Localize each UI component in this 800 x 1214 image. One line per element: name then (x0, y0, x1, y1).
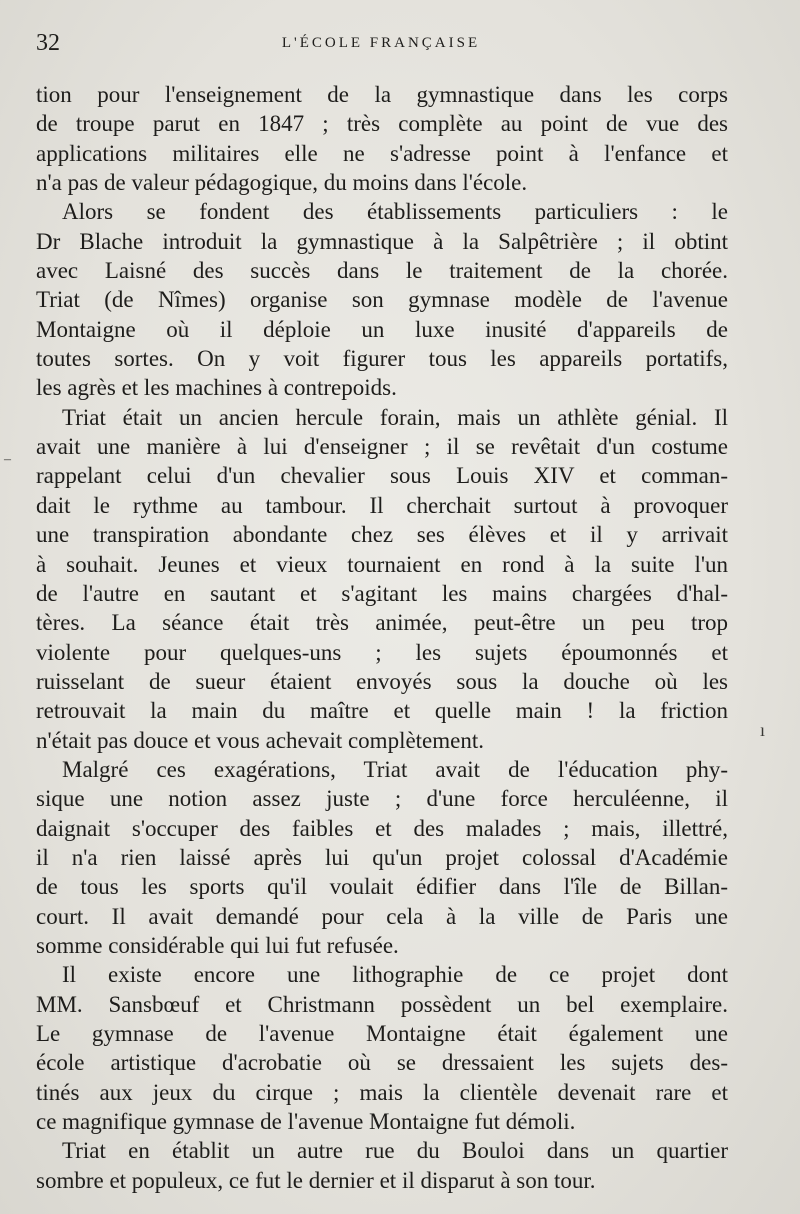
text-line: dait le rythme au tambour. Il cherchait surtout à provoquer (36, 492, 728, 518)
text-line: daignait s'occuper des faibles et des malades ; mais, illettré, (36, 815, 728, 841)
page-header (36, 30, 726, 56)
text-line: avait une manière à lui d'enseigner ; il se revêtait d'un costume (36, 434, 728, 460)
margin-mark-left: – (4, 452, 11, 467)
text-line: Montaigne où il déploie un luxe inusité d'appareils de (36, 316, 728, 342)
paragraph (36, 80, 728, 197)
text-line: ruisselant de sueur étaient envoyés sous la douche où les (36, 668, 728, 694)
text-line: tères. La séance était très animée, peut-être un peu trop (36, 610, 728, 636)
text-line: n'était pas douce et vous achevait complètement. (36, 727, 485, 753)
paragraph (36, 755, 728, 960)
text-line: de l'autre en sautant et s'agitant les mains chargées d'hal- (36, 580, 728, 606)
text-line: avec Laisné des succès dans le traitement de la chorée. (36, 258, 728, 284)
text-line: toutes sortes. On y voit figurer tous les appareils portatifs, (36, 346, 728, 372)
text-line: école artistique d'acrobatie où se dressaient les sujets des- (36, 1050, 728, 1076)
running-head: L'ÉCOLE FRANÇAISE (281, 35, 481, 51)
margin-mark-right: ı (760, 720, 766, 740)
text-line: somme considérable qui lui fut refusée. (36, 932, 399, 958)
text-line: applications militaires elle ne s'adresse point à l'enfance et (36, 140, 728, 166)
page-number: 32 (36, 30, 60, 56)
text-line: tion pour l'enseignement de la gymnastique dans les corps (36, 82, 728, 107)
text-line: de tous les sports qu'il voulait édifier dans l'île de Billan- (36, 874, 728, 900)
text-line: ce magnifique gymnase de l'avenue Montaigne fut démoli. (36, 1109, 576, 1135)
text-line: de troupe parut en 1847 ; très complète au point de vue des (36, 111, 728, 137)
paragraph (36, 197, 728, 402)
text-line: Dr Blache introduit la gymnastique à la Salpêtrière ; il obtint (36, 228, 728, 254)
paragraph (36, 403, 728, 755)
text-line: Triat en établit un autre rue du Bouloi dans un quartier (62, 1138, 728, 1164)
text-line: Malgré ces exagérations, Triat avait de l'éducation phy- (62, 756, 728, 782)
text-line: sique une notion assez juste ; d'une force herculéenne, il (36, 786, 728, 812)
text-line: Triat (de Nîmes) organise son gymnase modèle de l'avenue (36, 287, 728, 313)
text-line: une transpiration abondante chez ses élèves et il y arrivait (36, 522, 728, 548)
text-line: retrouvait la main du maître et quelle main ! la friction (36, 698, 728, 724)
text-line: court. Il avait demandé pour cela à la ville de Paris une (36, 903, 728, 929)
text-line: à souhait. Jeunes et vieux tournaient en rond à la suite l'un (36, 551, 728, 577)
text-line: MM. Sansbœuf et Christmann possèdent un bel exemplaire. (36, 991, 728, 1017)
paragraph (36, 960, 728, 1136)
text-line: il n'a rien laissé après lui qu'un projet colossal d'Académie (36, 844, 728, 870)
text-line: violente pour quelques-uns ; les sujets époumonnés et (36, 639, 728, 665)
text-line: les agrès et les machines à contrepoids. (36, 375, 397, 401)
text-line: Triat était un ancien hercule forain, mais un athlète génial. Il (62, 404, 728, 430)
text-line: tinés aux jeux du cirque ; mais la clientèle devenait rare et (36, 1079, 728, 1105)
text-line: Le gymnase de l'avenue Montaigne était également une (36, 1021, 728, 1046)
text-line: sombre et populeux, ce fut le dernier et il disparut à son tour. (36, 1167, 596, 1193)
body-text (36, 80, 728, 1195)
text-line: rappelant celui d'un chevalier sous Louis XIV et comman- (36, 463, 728, 489)
text-line: Il existe encore une lithographie de ce projet dont (62, 962, 728, 988)
text-line: Alors se fondent des établissements particuliers : le (62, 199, 728, 225)
paragraph (36, 1136, 728, 1195)
text-line: n'a pas de valeur pédagogique, du moins dans l'école. (36, 170, 528, 196)
